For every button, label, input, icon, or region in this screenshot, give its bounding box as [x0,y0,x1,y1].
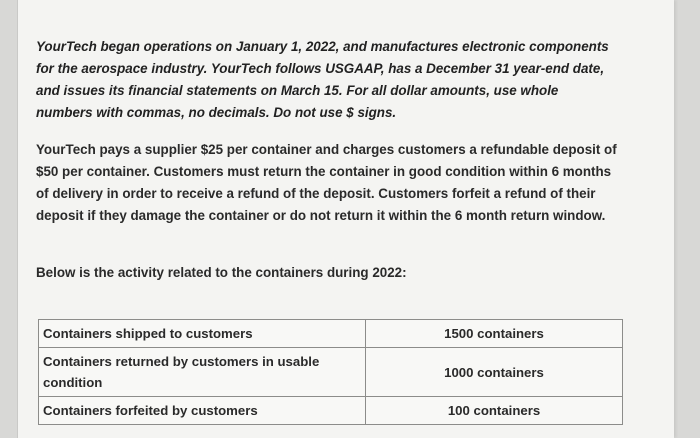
table-row [39,320,623,348]
row-value: 100 containers [366,397,623,425]
intro-paragraph: YourTech began operations on January 1, 2022, and manufactures electronic components for the aerospace industry. YourTech follows USGAAP, has a December 31 year-end date, and issues its financial statements on March 15. For all dollar amounts, use whole numbers with commas, no decimals. Do not use $ signs. [36,39,609,120]
row-label: Containers shipped to customers [39,320,366,348]
row-label: Containers forfeited by customers [39,397,366,425]
activity-heading: Below is the activity related to the containers during 2022: [36,265,407,280]
table-row [39,397,623,425]
row-label: Containers returned by customers in usable condition [39,348,366,397]
row-value: 1500 containers [366,320,623,348]
question-panel [17,0,674,438]
details-paragraph: YourTech pays a supplier $25 per container and charges customers a refundable deposit of $50 per container. Customers must return the container in good condition within 6 months of delivery in order to receive a refund of the deposit. Customers forfeit a refund of their deposit if they damage the container or do not return it within the 6 month return window. [36,142,617,223]
row-value: 1000 containers [366,348,623,397]
table-row [39,348,623,397]
container-activity-table [38,319,623,425]
